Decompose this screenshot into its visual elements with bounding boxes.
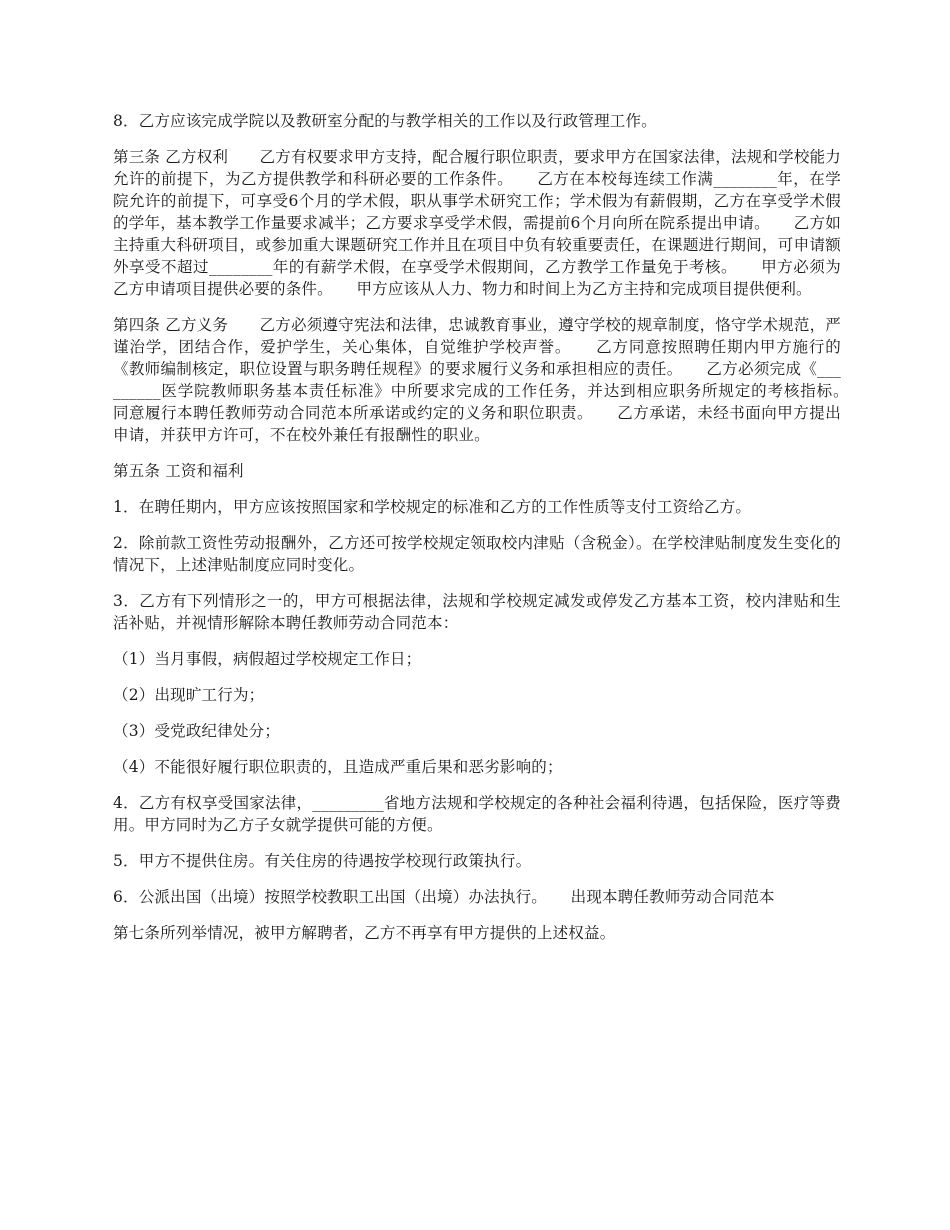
paragraph-article-7-reference: 第七条所列举情况，被甲方解聘者，乙方不再享有甲方提供的上述权益。 [113,924,616,942]
paragraph-5-2: 2．除前款工资性劳动报酬外，乙方还可按学校规定领取校内津贴（含税金）。在学校津贴制度发生变化的情况下，上述津贴制度应同时变化。 [113,534,841,574]
paragraph-5-4: 4．乙方有权享受国家法律，_________省地方法规和学校规定的各种社会福利待遇，包括保险，医疗等费用。甲方同时为乙方子女就学提供可能的方便。 [113,794,841,834]
heading-article-5: 第五条 工资和福利 [113,462,244,480]
paragraph-article-3-rights: 第三条 乙方权利 乙方有权要求甲方支持，配合履行职位职责，要求甲方在国家法律，法规和学校能力允许的前提下，为乙方提供教学和科研必要的工作条件。 乙方在本校每连续工作满________年，在学院允许的前提下，可享受6个月的学术假，职从事学术研究工作；学术假为有薪假期，乙方在享受学术假的学年，基本教学工作量要求减半；乙方要求享受学术假，需提前6个月向所在院系提出申请。 乙方如主持重大科研项目，或参加重大课题研究工作并且在项目中负有较重要责任，在课题进行期间，可申请额外享受不超过________年的有薪学术假，在享受学术假期间，乙方教学工作量免于考核。 甲方必须为乙方申请项目提供必要的条件。 甲方应该从人力、物力和时间上为乙方主持和完成项目提供便利。 [113,148,841,298]
list-item-3: （3）受党政纪律处分； [113,722,281,740]
paragraph-article-4-duties: 第四条 乙方义务 乙方必须遵守宪法和法律，忠诚教育事业，遵守学校的规章制度，恪守学术规范，严谨治学，团结合作，爱护学生，关心集体，自觉维护学校声誉。 乙方同意按照聘任期内甲方施行的《教师编制核定，职位设置与职务聘任规程》的要求履行义务和承担相应的责任。 乙方必须完成《_________医学院教师职务基本责任标准》中所要求完成的工作任务，并达到相应职务所规定的考核指标。 同意履行本聘任教师劳动合同范本所承诺或约定的义务和职位职责。 乙方承诺，未经书面向甲方提出申请，并获甲方许可，不在校外兼任有报酬性的职业。 [113,316,873,444]
paragraph-5-1: 1．在聘任期内，甲方应该按照国家和学校规定的标准和乙方的工作性质等支付工资给乙方。 [113,498,752,516]
document-body [113,110,873,958]
list-item-2: （2）出现旷工行为； [113,686,265,704]
list-item-1: （1）当月事假，病假超过学校规定工作日； [113,650,422,668]
paragraph-item-8: 8．乙方应该完成学院以及教研室分配的与教学相关的工作以及行政管理工作。 [113,112,657,130]
paragraph-5-3: 3．乙方有下列情形之一的，甲方可根据法律，法规和学校规定减发或停发乙方基本工资，校内津贴和生活补贴，并视情形解除本聘任教师劳动合同范本： [113,592,841,632]
list-item-4: （4）不能很好履行职位职责的，且造成严重后果和恶劣影响的； [113,758,563,776]
paragraph-5-6: 6．公派出国（出境）按照学校教职工出国（出境）办法执行。 出现本聘任教师劳动合同范本 [113,888,775,906]
paragraph-5-5: 5．甲方不提供住房。有关住房的待遇按学校现行政策执行。 [113,852,532,870]
